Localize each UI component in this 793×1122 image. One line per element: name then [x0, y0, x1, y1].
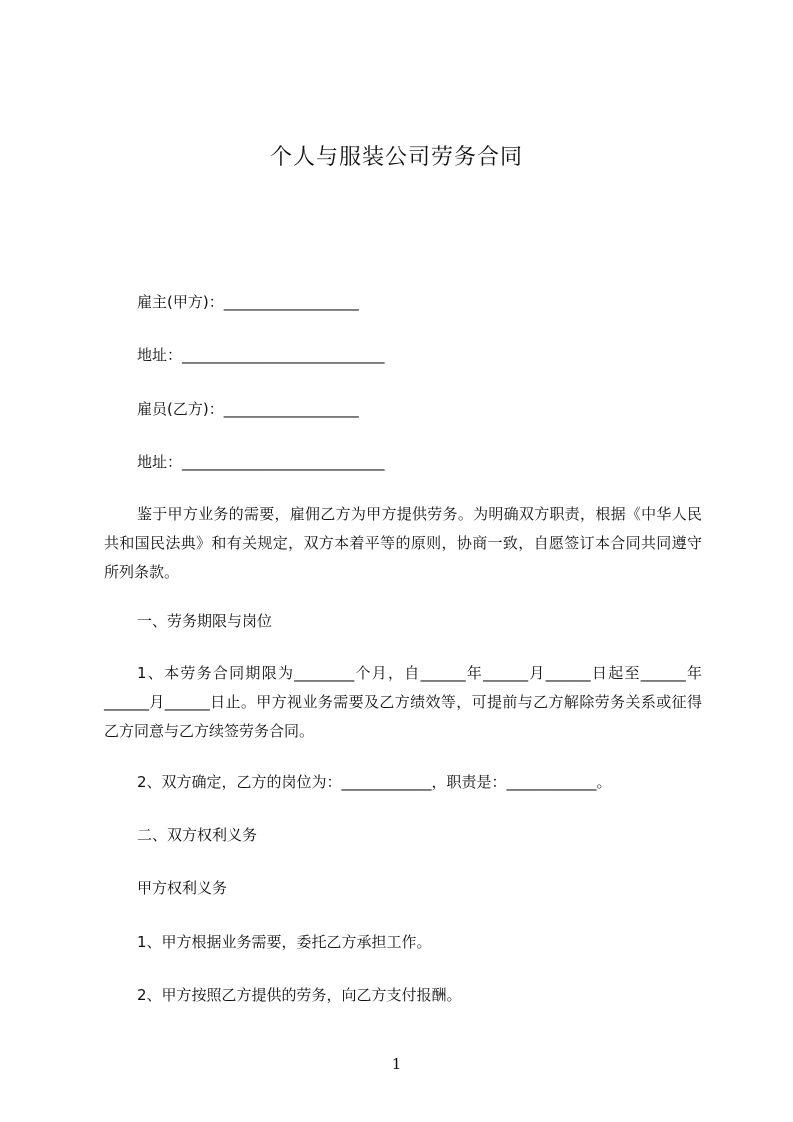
employer-line: 雇主(甲方)：__________________	[137, 293, 359, 311]
section1-clause1: 1、本劳务合同期限为________个月，自______年______月______日起至______年______月______日止。甲方视业务需要及乙方绩效等，可提前与乙方解除劳务关系或征得乙方同意与乙方续签劳务合同。	[104, 664, 702, 740]
preamble-paragraph: 鉴于甲方业务的需要，雇佣乙方为甲方提供劳务。为明确双方职责，根据《中华人民共和国民法典》和有关规定，双方本着平等的原则，协商一致，自愿签订本合同共同遵守所列条款。	[104, 505, 702, 581]
section2-heading: 二、双方权利义务	[137, 826, 258, 844]
section2-subheading: 甲方权利义务	[137, 879, 228, 897]
employee-address-line: 地址：___________________________	[137, 453, 385, 471]
section1-clause2: 2、双方确定，乙方的岗位为：____________，职责是：____________。	[137, 773, 612, 791]
page-number: 1	[391, 1055, 402, 1073]
employer-address-line: 地址：___________________________	[137, 346, 385, 364]
employee-line: 雇员(乙方)：__________________	[137, 400, 359, 418]
section1-heading: 一、劳务期限与岗位	[137, 612, 273, 630]
section2-clause2: 2、甲方按照乙方提供的劳务，向乙方支付报酬。	[137, 986, 462, 1004]
section2-clause1: 1、甲方根据业务需要，委托乙方承担工作。	[137, 933, 432, 951]
document-title: 个人与服装公司劳务合同	[269, 145, 523, 170]
